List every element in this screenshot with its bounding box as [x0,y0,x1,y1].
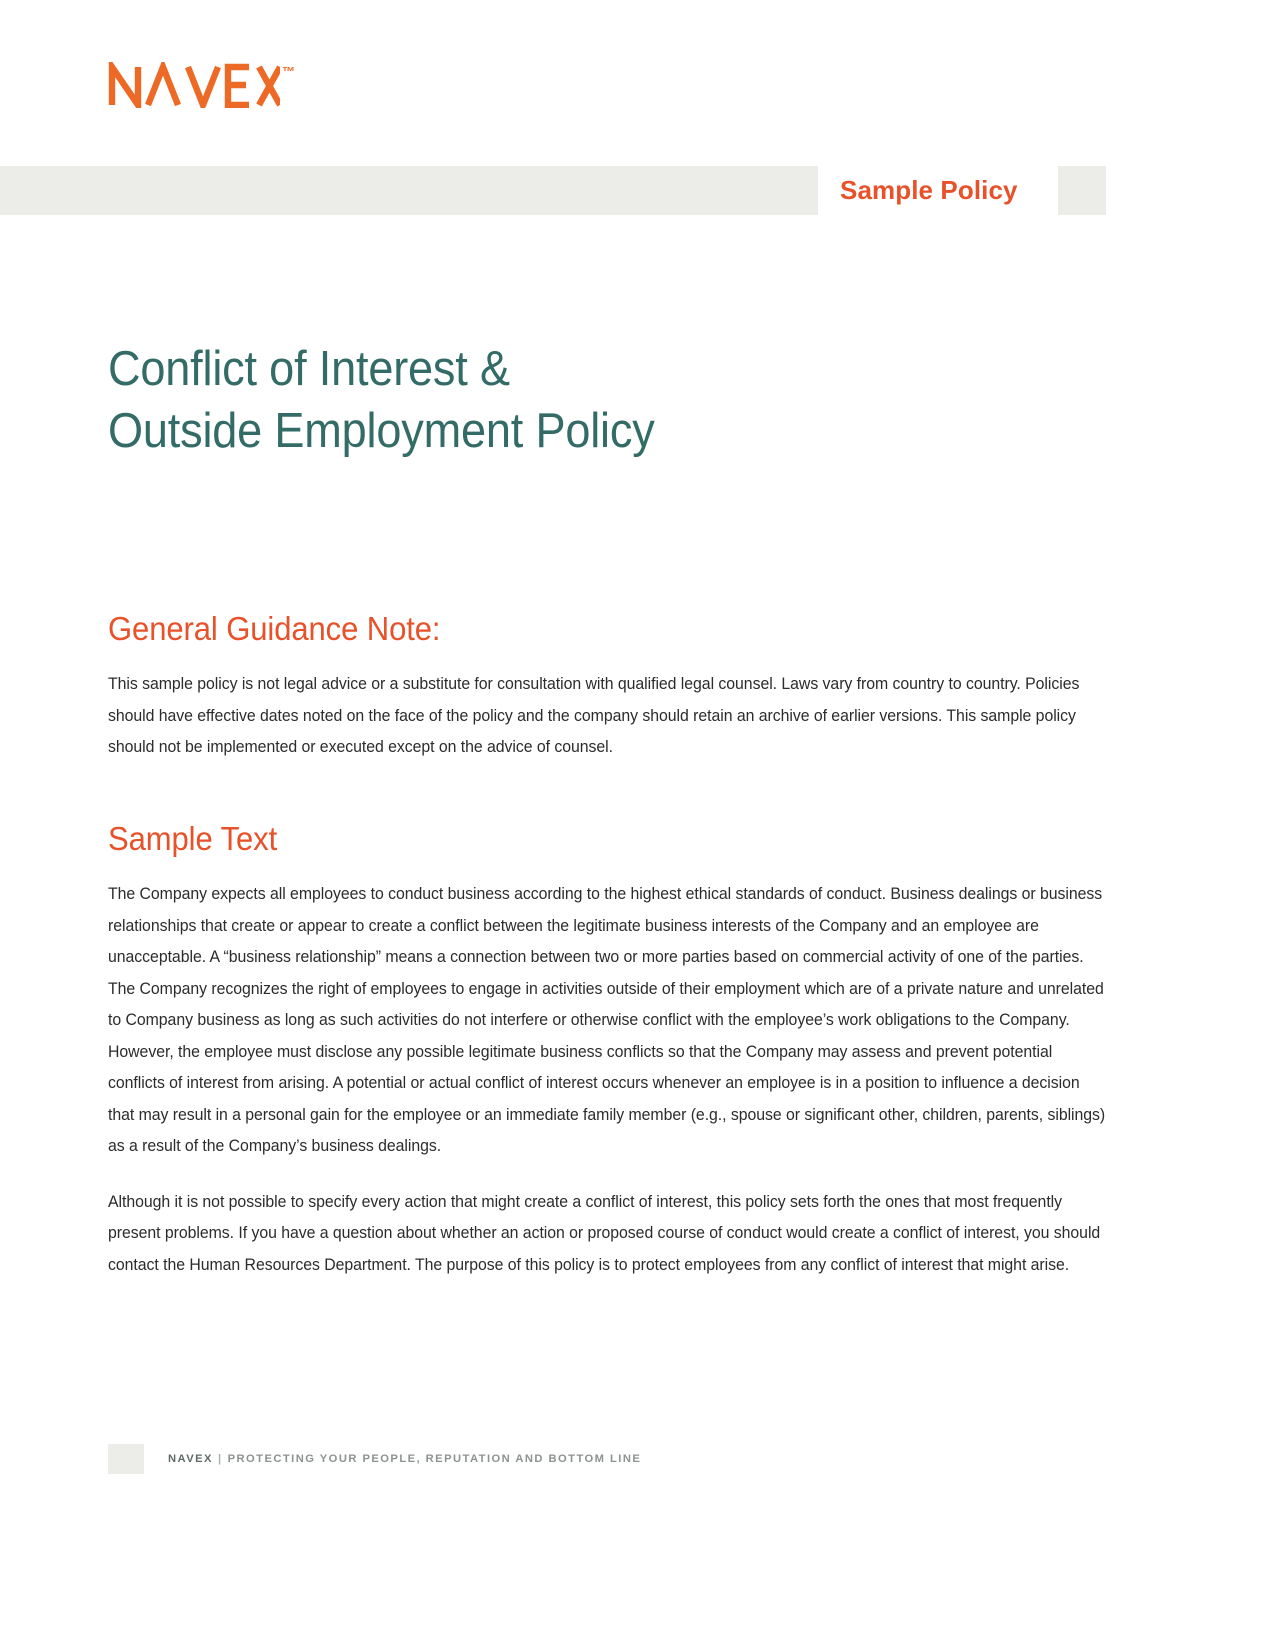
paragraph [108,1186,1108,1281]
page-title [108,338,1008,462]
page-footer [108,1444,641,1474]
section-heading-text: General Guidance Note: [108,610,441,647]
section-heading-text: Sample Text [108,820,278,857]
navex-logo [108,62,296,108]
header-band-block-right [1058,166,1106,215]
header-band-block-left [0,166,818,215]
page-title-line-2: Outside Employment Policy [108,403,655,458]
footer-tagline [168,1453,641,1465]
document-kind-label: Sample Policy [840,175,1018,205]
paragraph-text: Although it is not possible to specify every action that might create a conflict of interest, this policy sets forth the ones that most frequently present problems. If you have a question about whether an action or proposed course of conduct would create a conflict of interest, you should contact the Human Resources Department. The purpose of this policy is to protect employees from any conflict of interest that might arise. [108,1191,1101,1274]
section-general-guidance-note [108,608,1108,763]
section-heading [108,818,1108,860]
paragraph [108,668,1108,763]
paragraph-text: The Company expects all employees to conduct business according to the highest ethical standards of conduct. Business dealings or business relationships that create or appear to create a conflict between the legitimate business interests of the Company and an employee are unacceptable. A “business relationship” means a connection between two or more parties based on commercial activity of one of the parties. The Company recognizes the right of employees to engage in activities outside of their employment which are of a private nature and unrelated to Company business as long as such activities do not interfere or otherwise conflict with the employee’s work obligations to the Company. However, the employee must disclose any possible legitimate business conflicts so that the Company may assess and prevent potential conflicts of interest from arising. A potential or actual conflict of interest occurs whenever an employee is in a position to influence a decision that may result in a personal gain for the employee or an immediate family member (e.g., spouse or significant other, children, parents, siblings) as a result of the Company’s business dealings. [108,884,1106,1155]
footer-tagline-text: PROTECTING YOUR PEOPLE, REPUTATION AND BOTTOM LINE [227,1453,642,1465]
trademark-symbol: ™ [282,64,296,79]
footer-mark-icon [108,1444,144,1474]
navex-wordmark-icon [108,62,280,108]
paragraph [108,878,1108,1162]
footer-brand: NAVEX [168,1453,213,1465]
page-title-line-1: Conflict of Interest & [108,341,510,396]
paragraph-text: This sample policy is not legal advice or a substitute for consultation with qualified legal counsel. Laws vary from country to country. Policies should have effective dates noted on the face of the policy and the company should retain an archive of earlier versions. This sample policy should not be implemented or executed except on the advice of counsel. [108,674,1080,756]
section-heading [108,608,1108,650]
header-band [0,166,1275,215]
section-sample-text [108,818,1108,1280]
footer-separator: | [217,1453,223,1465]
